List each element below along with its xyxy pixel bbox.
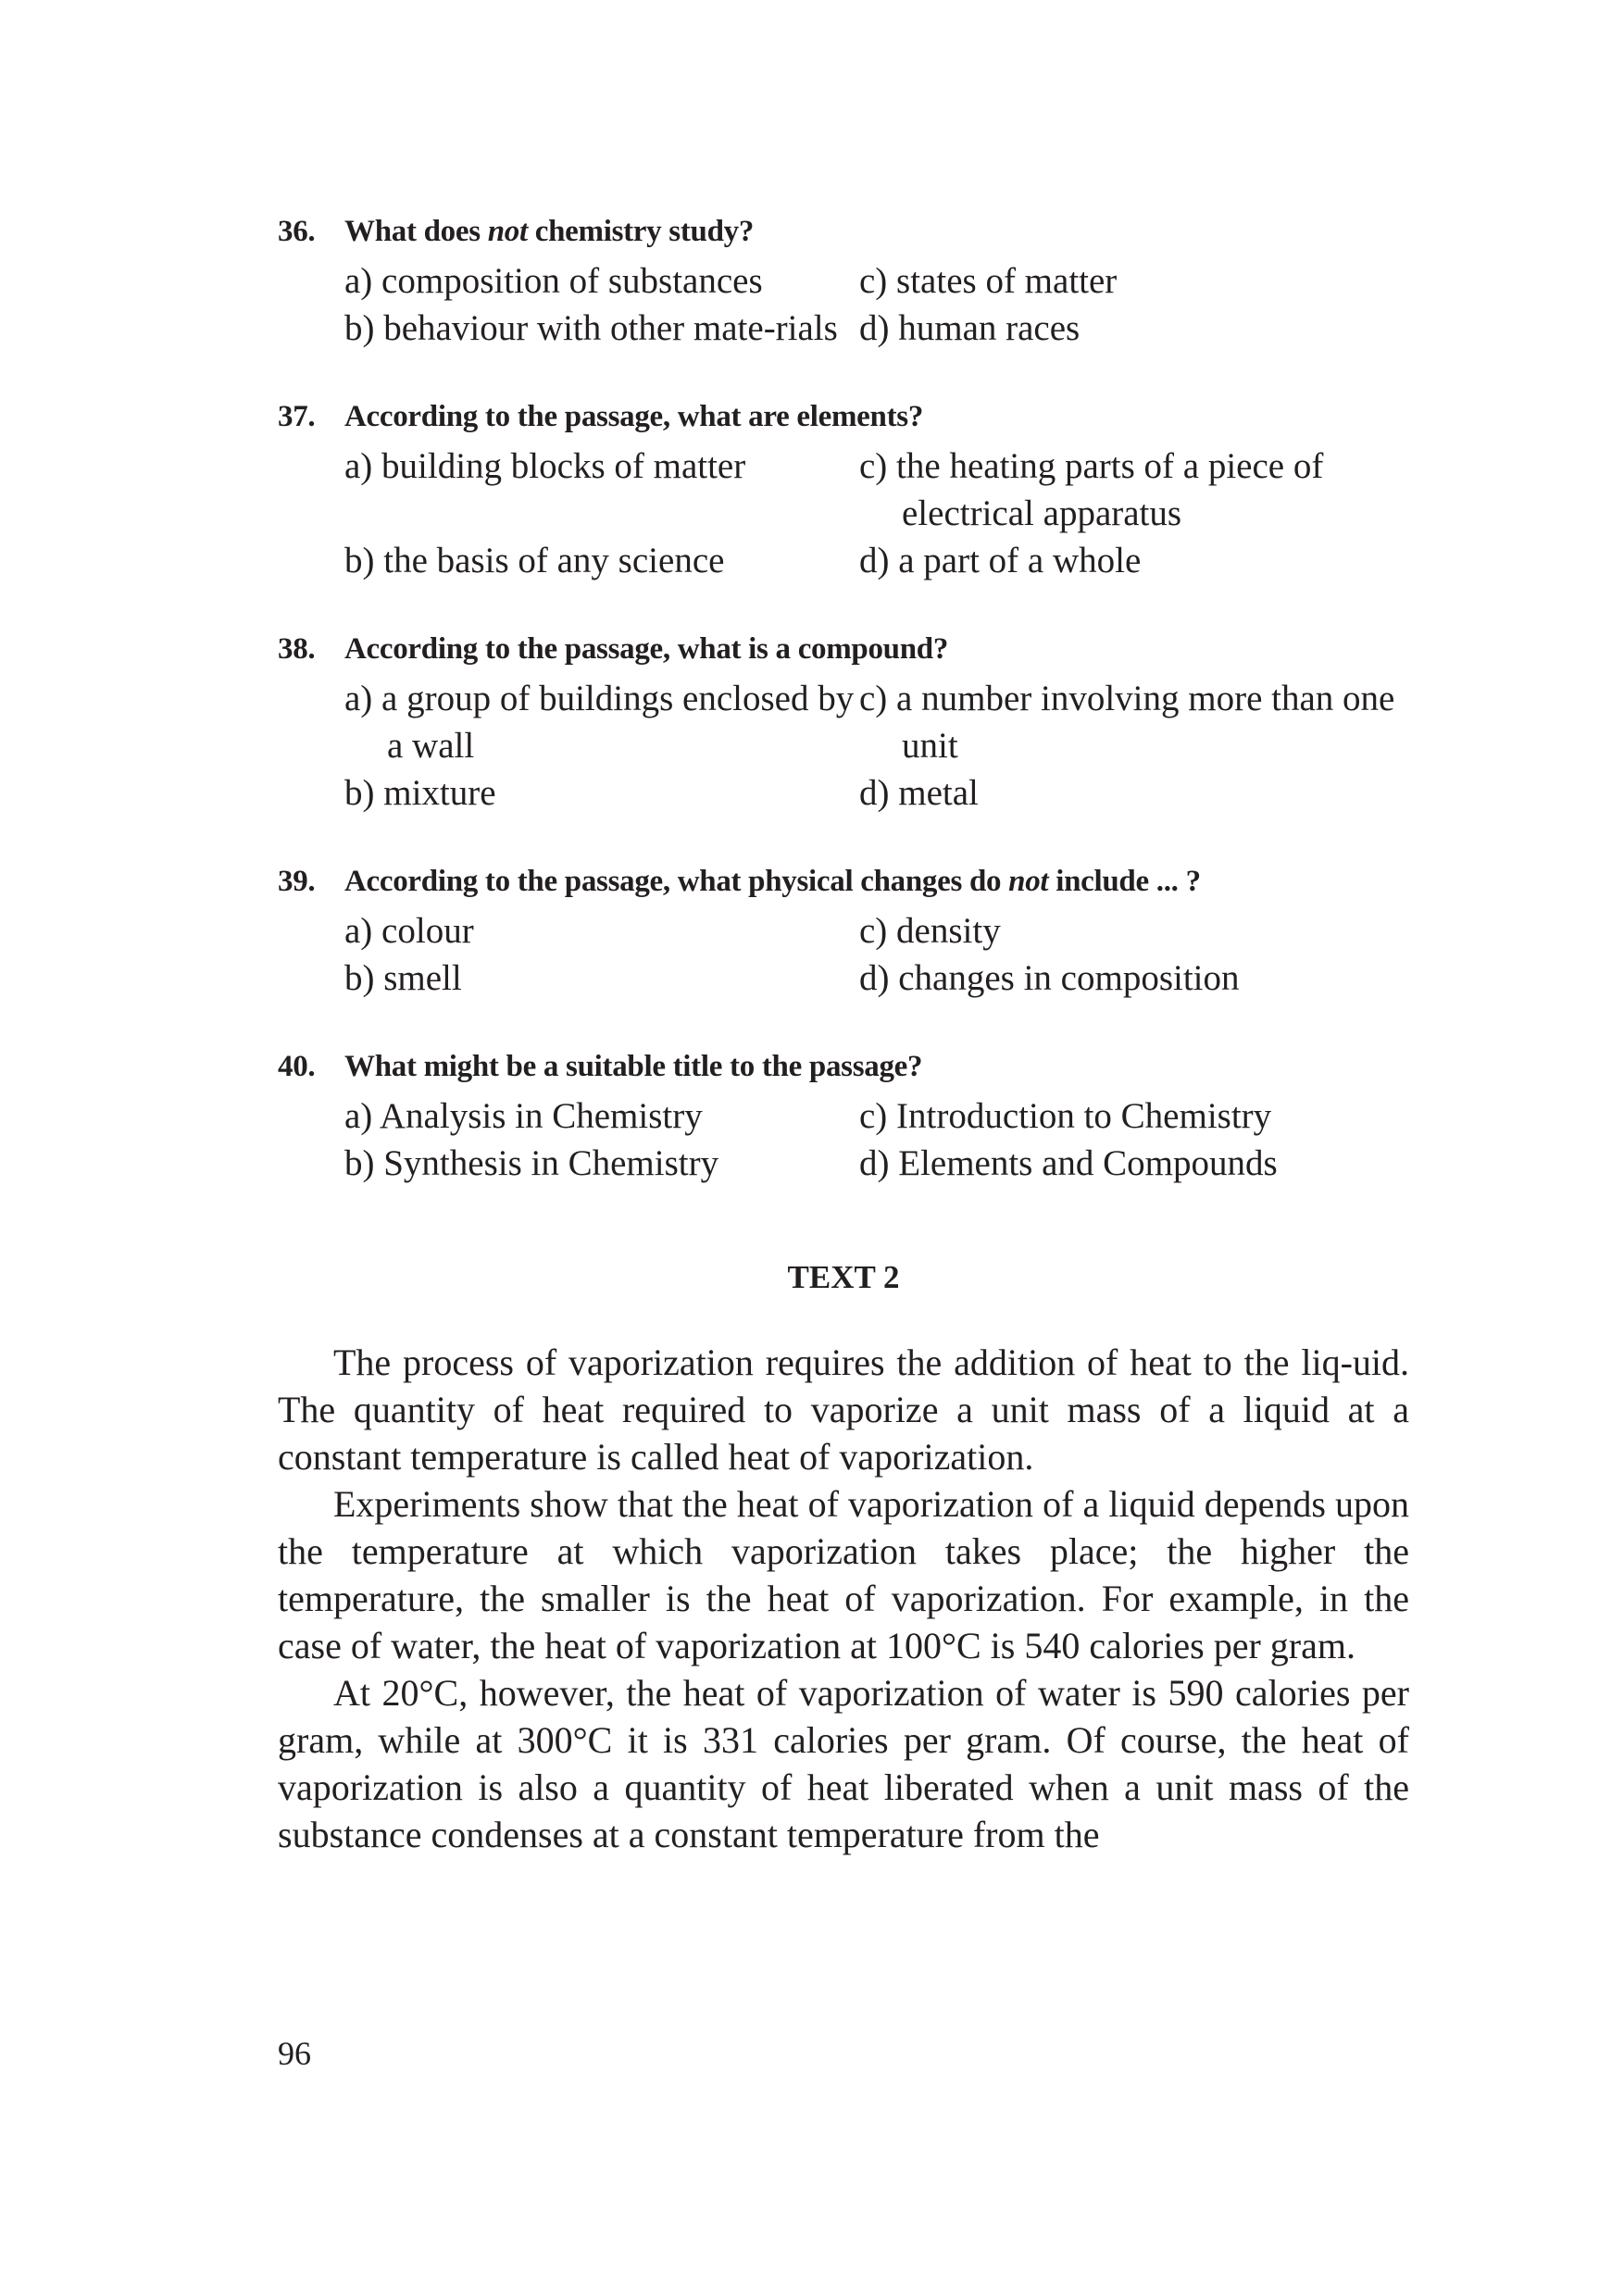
- paragraph: At 20°C, however, the heat of vaporization of water is 590 calories per gram, while at 300°C it is 331 calories per gram. Of course, the heat of vaporization is also a quantity of heat liberated when a unit mass of the substance condenses at a constant temperature from the: [278, 1672, 1409, 1855]
- option-b: b) Synthesis in Chemistry: [344, 1143, 719, 1183]
- stem-part: chemistry study?: [527, 215, 755, 248]
- spacer: [278, 352, 1409, 396]
- spacer: [278, 1298, 1409, 1339]
- option-c: c) states of matter: [859, 261, 1118, 301]
- option-a: a) composition of substances: [344, 261, 763, 301]
- option-d: d) metal: [859, 773, 979, 813]
- question-stem: [278, 1046, 1409, 1087]
- question-40: [278, 1046, 1409, 1187]
- option-d: d) a part of a whole: [859, 541, 1142, 580]
- option-c: c) density: [859, 911, 1001, 951]
- option-d: d) human races: [859, 308, 1081, 348]
- question-38: [278, 629, 1409, 817]
- option-a: a) building blocks of matter: [344, 446, 746, 486]
- question-stem: [278, 861, 1409, 902]
- question-number: 39.: [278, 865, 316, 898]
- question-39: [278, 861, 1409, 1002]
- question-text: [344, 396, 1409, 437]
- stem-part: According to the passage, what are elements?: [344, 400, 924, 433]
- stem-part: According to the passage, what is a compound?: [344, 632, 949, 666]
- option-c: c) a number involving more than one unit: [859, 679, 1395, 766]
- option-c: c) Introduction to Chemistry: [859, 1096, 1272, 1136]
- option-a: a) Analysis in Chemistry: [344, 1096, 703, 1136]
- option-b: b) behaviour with other mate-rials: [344, 308, 838, 348]
- answer-options: [344, 907, 1409, 1002]
- question-stem: [278, 629, 1409, 669]
- answer-options: [344, 1092, 1409, 1187]
- question-text: [344, 211, 1409, 252]
- option-b: b) the basis of any science: [344, 541, 725, 580]
- stem-part: include ... ?: [1048, 865, 1201, 898]
- question-number: 36.: [278, 215, 316, 248]
- stem-part: What does: [344, 215, 488, 248]
- option-d: d) Elements and Compounds: [859, 1143, 1278, 1183]
- answer-options: [344, 675, 1409, 817]
- question-number: 40.: [278, 1050, 316, 1083]
- answer-options: [344, 443, 1409, 584]
- question-text: [344, 1046, 1409, 1087]
- option-b: b) mixture: [344, 773, 496, 813]
- paragraph: The process of vaporization requires the addition of heat to the liq-uid. The quantity of heat required to vaporize a unit mass of a liquid at a constant temperature is called heat of vaporization.: [278, 1341, 1409, 1478]
- question-text: [344, 629, 1409, 669]
- spacer: [278, 1187, 1409, 1257]
- question-text: [344, 861, 1409, 902]
- option-a: a) colour: [344, 911, 474, 951]
- spacer: [278, 817, 1409, 861]
- page-content: [278, 211, 1409, 1858]
- paragraph: Experiments show that the heat of vaporization of a liquid depends upon the temperature at which vaporization takes place; the higher the temperature, the smaller is the heat of vaporization. For example, in the case of water, the heat of vaporization at 100°C is 540 calories per gram.: [278, 1483, 1409, 1666]
- spacer: [278, 584, 1409, 629]
- stem-part: What might be a suitable title to the passage?: [344, 1050, 923, 1083]
- page-number: 96: [278, 2035, 311, 2072]
- question-stem: [278, 211, 1409, 252]
- section-heading: TEXT 2: [787, 1259, 900, 1295]
- question-stem: [278, 396, 1409, 437]
- question-37: [278, 396, 1409, 584]
- option-d: d) changes in composition: [859, 958, 1240, 998]
- stem-part: According to the passage, what physical changes do: [344, 865, 1009, 898]
- question-36: [278, 211, 1409, 352]
- option-a: a) a group of buildings enclosed by a wall: [344, 679, 855, 766]
- option-c: c) the heating parts of a piece of electrical apparatus: [859, 446, 1324, 533]
- spacer: [278, 1002, 1409, 1046]
- answer-options: [344, 257, 1409, 352]
- stem-emphasis: not: [1008, 865, 1049, 898]
- question-number: 38.: [278, 632, 316, 666]
- stem-emphasis: not: [487, 215, 528, 248]
- question-number: 37.: [278, 400, 316, 433]
- option-b: b) smell: [344, 958, 462, 998]
